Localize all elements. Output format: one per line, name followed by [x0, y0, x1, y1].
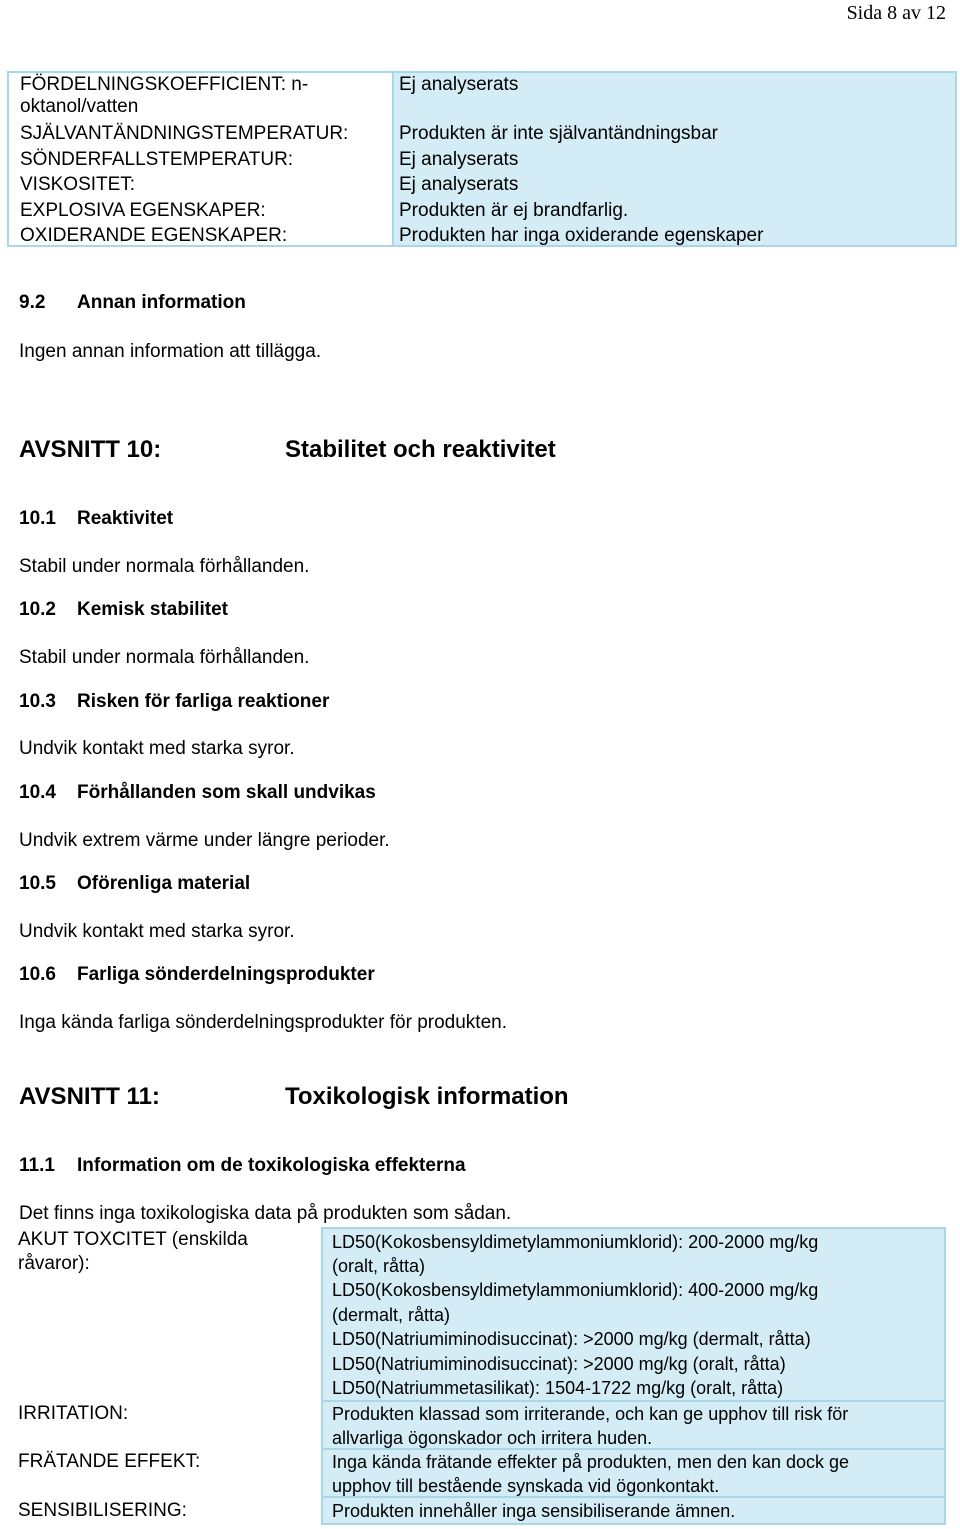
page-number: Sida 8 av 12 — [846, 2, 946, 24]
acute-line: LD50(Natriumiminodisuccinat): >2000 mg/kg (dermalt, råtta) — [332, 1329, 811, 1349]
prop-value-viscosity: Ej analyserats — [399, 174, 519, 195]
acute-line: LD50(Kokosbensyldimetylammoniumklorid): 400-2000 mg/kg — [332, 1280, 819, 1300]
acute-toxicity-label: AKUT TOXCITET (enskilda råvaror): — [18, 1229, 248, 1274]
prop-key-autoignition: SJÄLVANTÄNDNINGSTEMPERATUR: — [20, 123, 349, 144]
section-number: 11.1 — [19, 1155, 55, 1176]
avsnitt-title: Stabilitet och reaktivitet — [285, 436, 556, 463]
section-text-11-1: Det finns inga toxikologiska data på produkten som sådan. — [19, 1203, 512, 1224]
section-number: 10.4 — [19, 782, 56, 803]
section-heading-10-3 — [19, 691, 329, 713]
acute-line: (oralt, råtta) — [332, 1256, 426, 1276]
irritation-line: allvarliga ögonskador och irritera huden. — [332, 1428, 653, 1448]
acute-line: (dermalt, råtta) — [332, 1305, 451, 1325]
corrosive-label: FRÄTANDE EFFEKT: — [18, 1451, 201, 1472]
section-heading-10-1 — [19, 508, 173, 530]
section-text-10-4: Undvik extrem värme under längre perioder. — [19, 830, 390, 851]
section-title: Information om de toxikologiska effekterna — [77, 1155, 466, 1176]
acute-line: LD50(Natriumiminodisuccinat): >2000 mg/kg (oralt, råtta) — [332, 1354, 786, 1374]
avsnitt-title: Toxikologisk information — [285, 1083, 569, 1110]
section-title: Kemisk stabilitet — [77, 599, 228, 620]
corrosive-line: Inga kända frätande effekter på produkten, men den kan dock ge — [332, 1452, 850, 1472]
sensitisation-line: Produkten innehåller inga sensibiliserande ämnen. — [332, 1501, 736, 1521]
acute-line: LD50(Natriummetasilikat): 1504-1722 mg/kg (oralt, råtta) — [332, 1378, 784, 1398]
section-heading-10-4 — [19, 782, 376, 804]
corrosive-line: upphov till bestående synskada vid ögonkontakt. — [332, 1476, 720, 1496]
section-heading-9-2 — [19, 292, 246, 314]
section-number: 10.1 — [19, 508, 56, 529]
section-title: Reaktivitet — [77, 508, 174, 529]
irritation-line: Produkten klassad som irriterande, och kan ge upphov till risk för — [332, 1404, 849, 1424]
toxicology-table — [7, 1227, 947, 1525]
section-text-10-3: Undvik kontakt med starka syror. — [19, 738, 295, 759]
section-title: Oförenliga material — [77, 873, 251, 894]
section-heading-10-6 — [19, 964, 375, 986]
prop-key-viscosity: VISKOSITET: — [20, 174, 136, 195]
prop-value-autoignition: Produkten är inte självantändningsbar — [399, 123, 718, 144]
prop-key-decomposition: SÖNDERFALLSTEMPERATUR: — [20, 149, 294, 170]
section-number: 9.2 — [19, 292, 46, 313]
prop-value-decomposition: Ej analyserats — [399, 149, 519, 170]
sensitisation-label: SENSIBILISERING: — [18, 1500, 187, 1521]
section-text-9-2: Ingen annan information att tillägga. — [19, 341, 322, 362]
prop-value-partition: Ej analyserats — [399, 74, 519, 95]
section-text-10-2: Stabil under normala förhållanden. — [19, 647, 310, 668]
irritation-label: IRRITATION: — [18, 1403, 129, 1424]
section-title: Risken för farliga reaktioner — [77, 691, 330, 712]
prop-key-partition: FÖRDELNINGSKOEFFICIENT: n-oktanol/vatten — [20, 74, 309, 117]
section-text-10-6: Inga kända farliga sönderdelningsprodukter för produkten. — [19, 1012, 507, 1033]
section-title: Annan information — [77, 292, 246, 313]
section-heading-11-1 — [19, 1155, 466, 1177]
avsnitt-label: AVSNITT 10: — [19, 436, 162, 463]
section-number: 10.2 — [19, 599, 56, 620]
section-text-10-1: Stabil under normala förhållanden. — [19, 556, 310, 577]
section-number: 10.3 — [19, 691, 56, 712]
prop-value-oxidizing: Produkten har inga oxiderande egenskaper — [399, 225, 764, 246]
section-number: 10.6 — [19, 964, 56, 985]
section-number: 10.5 — [19, 873, 56, 894]
section-text-10-5: Undvik kontakt med starka syror. — [19, 921, 295, 942]
section-heading-10-5 — [19, 873, 250, 895]
avsnitt-10-heading — [19, 436, 556, 464]
section-title: Förhållanden som skall undvikas — [77, 782, 376, 803]
avsnitt-11-heading — [19, 1083, 569, 1111]
section-title: Farliga sönderdelningsprodukter — [77, 964, 375, 985]
prop-key-explosive: EXPLOSIVA EGENSKAPER: — [20, 200, 266, 221]
avsnitt-label: AVSNITT 11: — [19, 1083, 160, 1110]
prop-key-oxidizing: OXIDERANDE EGENSKAPER: — [20, 225, 288, 246]
acute-line: LD50(Kokosbensyldimetylammoniumklorid): 200-2000 mg/kg — [332, 1232, 819, 1252]
properties-table — [7, 71, 957, 247]
section-heading-10-2 — [19, 599, 228, 621]
prop-value-explosive: Produkten är ej brandfarlig. — [399, 200, 629, 221]
